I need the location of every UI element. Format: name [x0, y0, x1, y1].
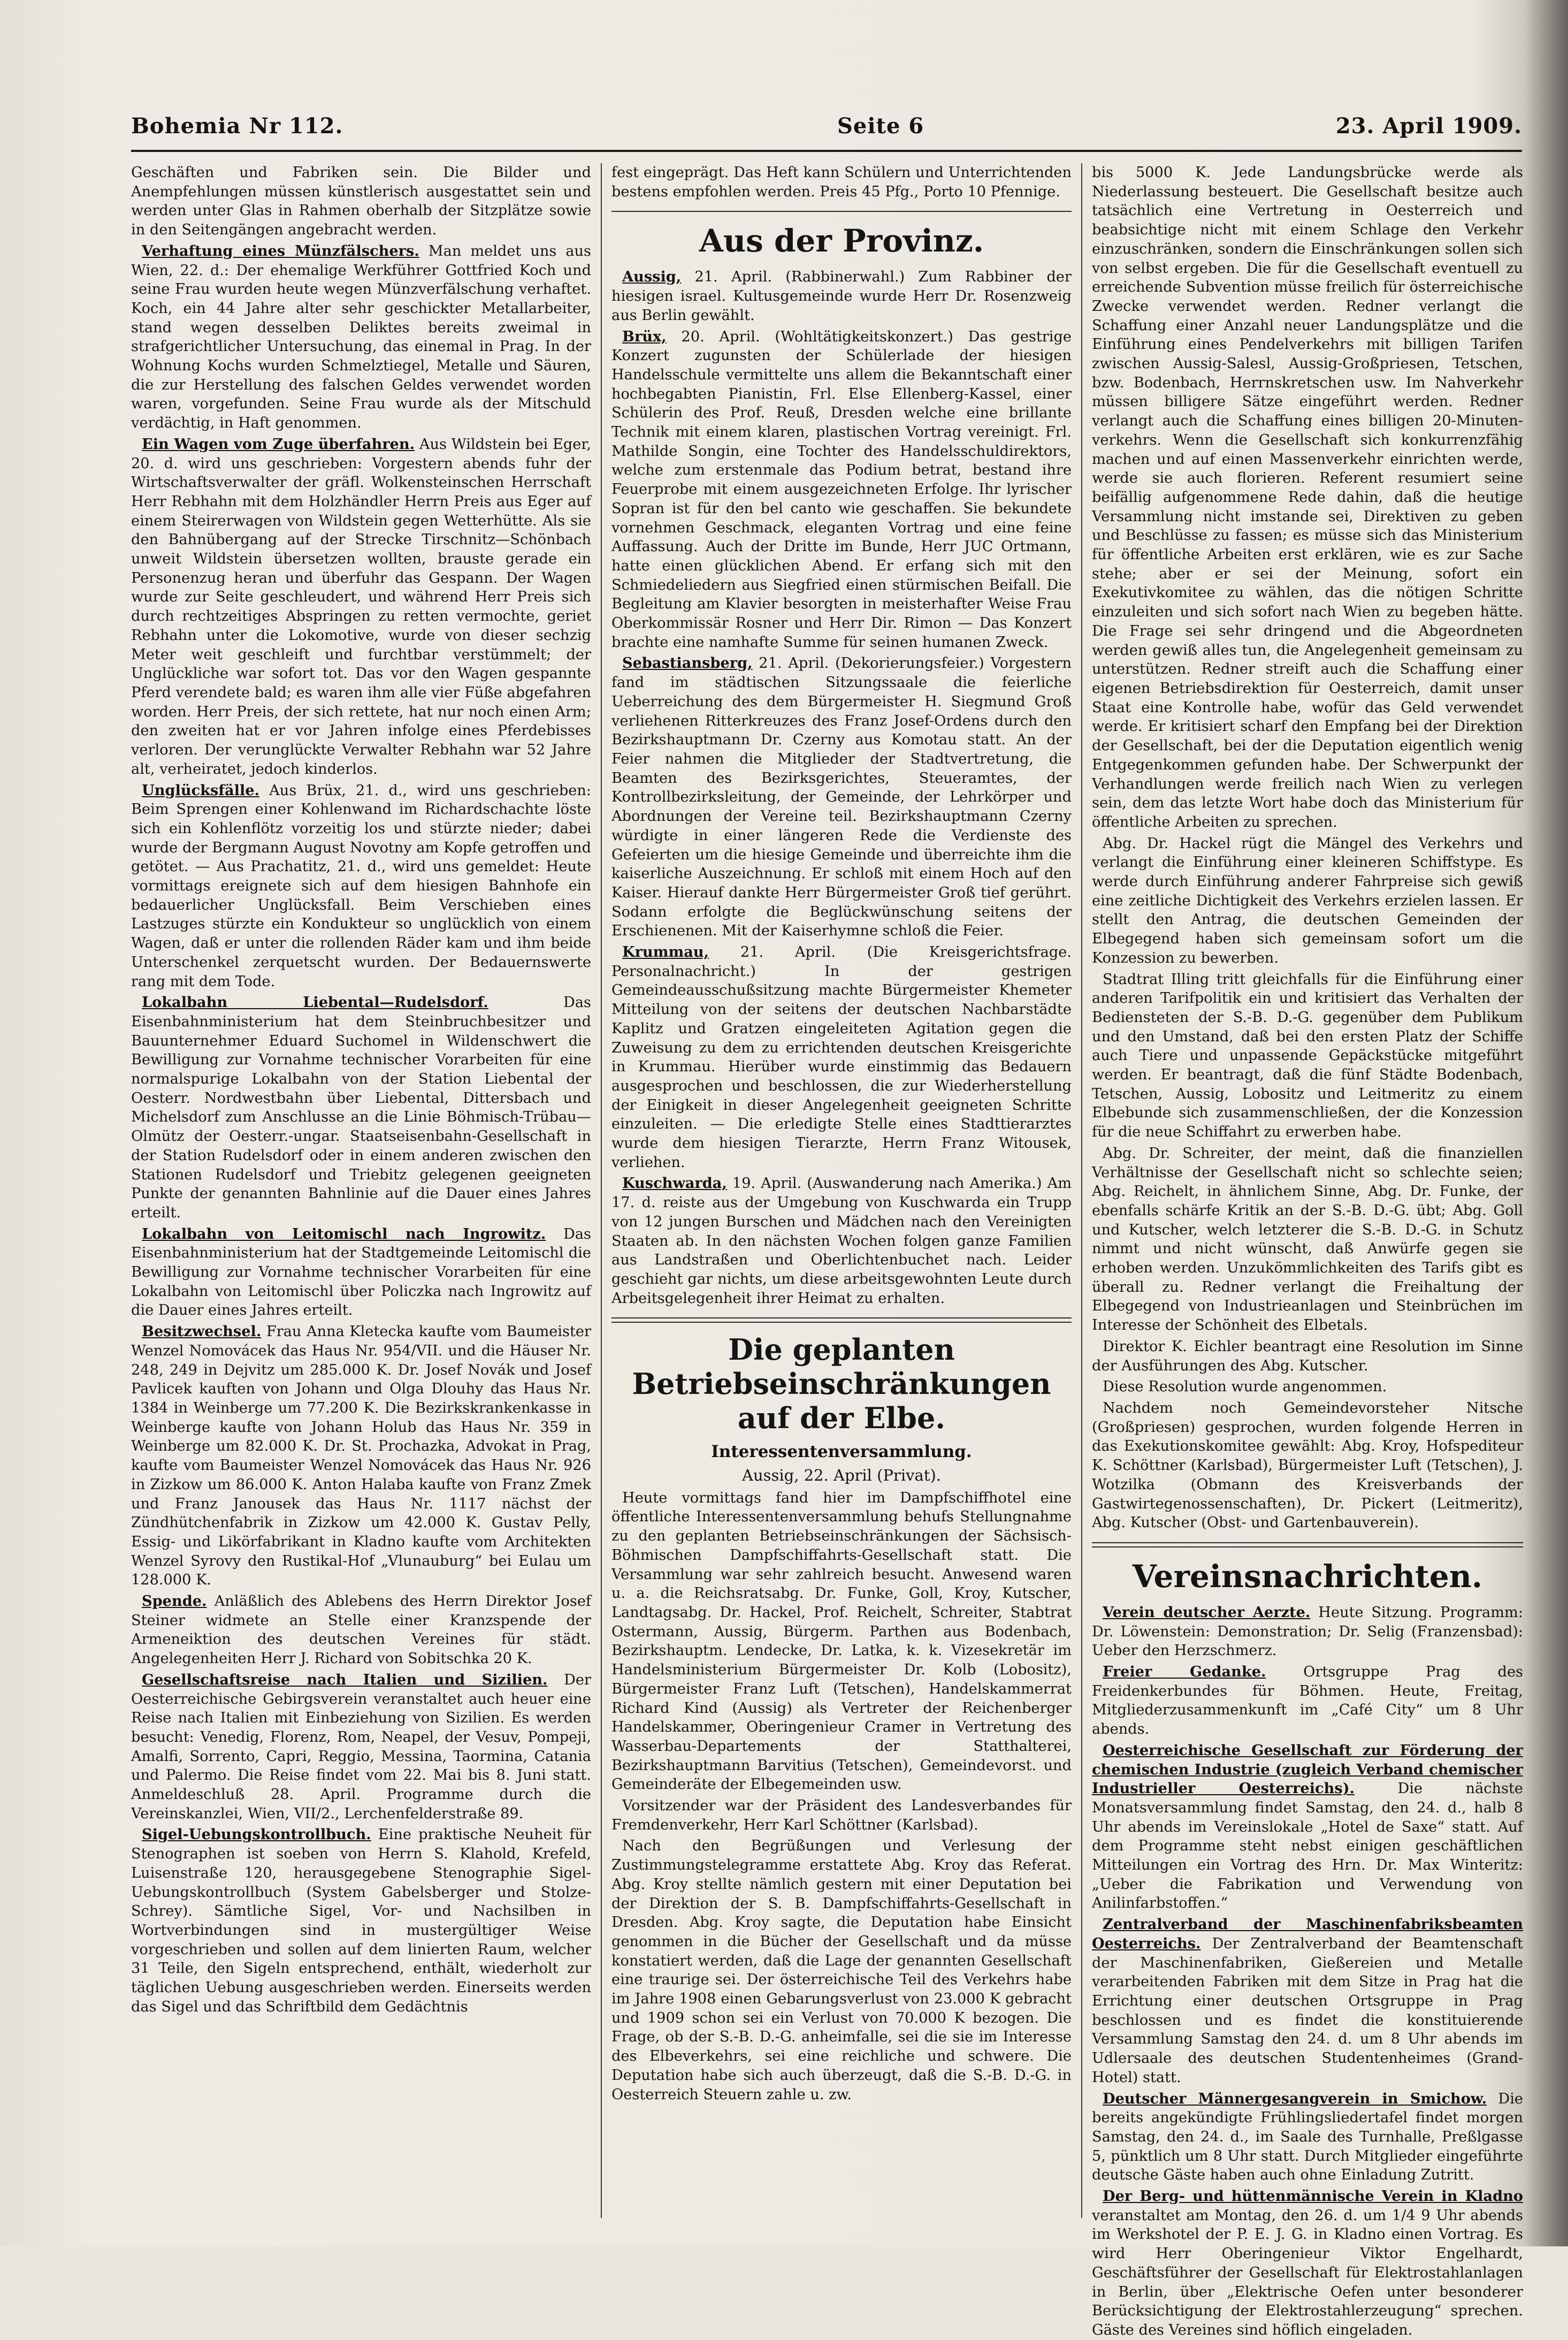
article-text: Anläßlich des Ablebens des Herrn Direktor Josef Steiner widmete an Stelle einer Kranzspende der Armeneiktion des deutschen Vereines für städt. Angelegenheiten Herr J. Richard von Sobitschka 20 K. — [131, 1593, 591, 1667]
article-text: Diese Resolution wurde angenommen. — [1103, 1378, 1387, 1396]
article-text: 19. April. (Auswanderung nach Amerika.) Am 17. d. reiste aus der Umgebung von Kuschwarda ein Trupp von 12 jungen Burschen und Mädchen nach den Vereinigten Staaten ab. In den nächsten Wochen folgen ganze Familien aus Landstraßen und Oberlichtenbuchet nach. Leider geschieht gar nichts, um diese arbeitsgewohnten Leute durch Arbeitsgelegenheit ihrer Heimat zu erhalten. — [611, 1175, 1072, 1307]
article-text: Die bereits angekündigte Frühlingsliedertafel findet morgen Samstag, den 24. d., im Saale des Turnhalle, Preßlgasse 5, pünktlich um 8 Uhr statt. Durch Mitglieder eingeführte deutsche Gäste haben auch ohne Einladung Zutritt. — [1092, 2090, 1523, 2184]
article-paragraph — [131, 1225, 591, 1321]
article-headline: Oesterreichische Gesellschaft zur Förderung der chemischen Industrie (zugleich Verband chemischer Industrieller Oesterreichs). — [1092, 1741, 1523, 1797]
article-headline: Gesellschaftsreise nach Italien und Sizilien. — [142, 1671, 548, 1688]
article-text: Die nächste Monatsversammlung findet Samstag, den 24. d., halb 8 Uhr abends im Vereinslokale „Hotel de Saxe“ statt. Auf dem Programme steht nebst einigen geschäftlichen Mitteilungen ein Vortrag des Hrn. Dr. Max Winteritz: „Ueber die Fabrikation und Verwendung von Anilinfarbstoffen.“ — [1092, 1780, 1523, 1912]
article-paragraph — [611, 1836, 1072, 2104]
header-rule — [131, 150, 1522, 152]
article-paragraph — [1092, 1377, 1523, 1397]
article-paragraph — [1092, 2090, 1523, 2185]
section-rule — [611, 211, 1072, 212]
article-text: 21. April. (Rabbinerwahl.) Zum Rabbiner der hiesigen israel. Kultusgemeinde wurde Herr Dr. Rosenzweig aus Berlin gewählt. — [611, 269, 1072, 324]
article-text: bis 5000 K. Jede Landungsbrücke werde als Niederlassung besteuert. Die Gesellschaft besitze auch tatsächlich eine Vertretung in Oesterreich und beabsichtige nicht mit einem Schlage den Verkehr einzuschränken, sondern die Einschränkungen sollen sich von selbst ergeben. Die für die Gesellschaft eventuell zu erreichende Subvention müsse freilich für österreichische Zwecke verwendet werden. Redner verlangt die Schaffung einer Anzahl neuer Landungsplätze und die Einführung eines Pendelverkehrs mit billigen Tarifen zwischen Aussig-Salesl, Aussig-Großpriesen, Tetschen, bzw. Bodenbach, Herrnskretschen usw. Im Nahverkehr müssen billigere Sätze eingeführt werden. Redner verlangt auch die Schaffung eines billigen 20-Minuten-verkehrs. Wenn die Gesellschaft sich konkurrenzfähig machen und auf einen Massenverkehr einrichten werde, werde sie auch florieren. Referent resumiert seine beifällig aufgenommene Rede dahin, daß die heutige Versammlung nicht imstande sei, Direktiven zu geben und Beschlüsse zu fassen; es müsse sich das Ministerium für öffentliche Arbeiten erst erklären, wie es zur Sache stehe; aber er sei der Meinung, sofort ein Exekutivkomitee zu wählen, das die nötigen Schritte einzuleiten und sich sofort nach Wien zu begeben hätte. Die Frage sei sehr dringend und die Abgeordneten werden gewiß alles tun, die Angelegenheit gemeinsam zu unterstützen. Redner streift auch die Schaffung einer eigenen Betriebsdirektion für Oesterreich, damit unser Staat eine Kontrolle habe, wofür das Geld verwendet werde. Er kritisiert scharf den Empfang bei der Direktion der Gesellschaft, bei der die Deputation eigentlich wenig Entgegenkommen gefunden habe. Der Schwerpunkt der Verhandlungen werde freilich nach Wien zu verlegen sein, dem das letzte Wort habe doch das Ministerium für öffentliche Arbeiten zu sprechen. — [1092, 164, 1523, 830]
article-paragraph — [611, 1489, 1072, 1794]
article-text: Stadtrat Illing tritt gleichfalls für die Einführung einer anderen Tarifpolitik ein und kritisiert das Verhalten der Bediensteten der S.-B. D.-G. gegenüber dem Publikum und den Umstand, daß bei den ersten Platz der Schiffe auch Tiere und unpassende Gepäckstücke mitgeführt werden. Er beantragt, daß die fünf Städte Bodenbach, Tetschen, Aussig, Lobositz und Leitmeritz zu einem Elbebunde sich zusammenschließen, der die Konzession für die neue Schiffahrt zu erwerben habe. — [1092, 971, 1523, 1141]
article-headline: Kuschwarda, — [622, 1175, 727, 1192]
article-headline: Brüx, — [622, 327, 667, 345]
article-paragraph — [1092, 1399, 1523, 1533]
article-paragraph — [611, 1174, 1072, 1308]
article-text: Das Eisenbahnministerium hat dem Steinbruchbesitzer und Bauunternehmer Eduard Suchomel in Wildenschwert die Bewilligung zur Vornahme technischer Vorarbeiten für eine normalspurige Lokalbahn von der Station Liebental der Oesterr. Nordwestbahn über Liebental, Dittersbach und Michelsdorf zum Anschlusse an die Linie Böhmisch-Trübau—Olmütz der Oesterr.-ungar. Staatseisenbahn-Gesellschaft in der Station Rudelsdorf oder in einem anderen zwischen den Stationen Rudelsdorf und Triebitz gelegenen geeigneten Punkte der genannten Bahnlinie auf die Dauer eines Jahres erteilt. — [131, 994, 591, 1221]
article-headline: Sebastiansberg, — [622, 654, 753, 672]
article-paragraph — [611, 943, 1072, 1172]
header-page-number: Seite 6 — [837, 113, 924, 139]
article-headline: Freier Gedanke. — [1103, 1663, 1266, 1681]
section-rule — [611, 1317, 1072, 1323]
article-paragraph — [611, 327, 1072, 652]
article-headline: Krummau, — [622, 943, 709, 961]
article-headline: Besitzwechsel. — [142, 1323, 262, 1340]
article-list — [1092, 1603, 1523, 2340]
article-paragraph — [1092, 1603, 1523, 1660]
article-text: veranstaltet am Montag, den 26. d. um 1/4 9 Uhr abends im Werkshotel der P. E. J. G. in Kladno einen Vortrag. Es wird Herr Oberingenieur Viktor Engelhardt, Geschäftsführer der Gesellschaft für Elektrostahlanlagen in Berlin, über „Elektrische Oefen unter besonderer Berücksichtigung der Elektrostahlerzeugung“ sprechen. Gäste des Vereines sind höflich eingeladen. — [1092, 2207, 1523, 2338]
column-3 — [1092, 163, 1523, 2338]
header-publication: Bohemia Nr 112. — [131, 113, 343, 139]
article-headline: Spende. — [142, 1592, 207, 1610]
article-text: Abg. Dr. Hackel rügt die Mängel des Verkehrs und verlangt die Einführung einer kleineren Schiffstype. Es werde durch Einführung anderer Fahrpreise sich gewiß eine zeitliche Dichtigkeit des Verkehrs erzielen lassen. Er stellt den Antrag, die deutschen Gemeinden der Elbegegend haben sich gemeinsam sofort um die Konzession zu bewerben. — [1092, 835, 1523, 966]
article-paragraph — [131, 993, 591, 1222]
column-rule — [601, 163, 602, 2218]
article-text: Direktor K. Eichler beantragt eine Resolution im Sinne der Ausführungen des Abg. Kutscher. — [1092, 1338, 1523, 1374]
article-list — [611, 1489, 1072, 2105]
article-text: Eine praktische Neuheit für Stenographen ist soeben von Herrn S. Klahold, Krefeld, Luisenstraße 120, herausgegebene Stenographie Sigel-Uebungskontrollbuch (System Gabelsberger und Stolze-Schrey). Sämtliche Sigel, Vor- und Nachsilben in Wortverbindungen sind in mustergültiger Weise vorgeschrieben und sollen auf dem linierten Raum, welcher 31 Teile, den Sigeln entsprechend, enthält, wiederholt zur täglichen Uebung ausgeschrieben werden. Einerseits werden das Sigel und das Schriftbild dem Gedächtnis — [131, 1826, 591, 2015]
section-title-elbe: Die geplanten Betriebseinschränkungen auf der Elbe. — [632, 1332, 1051, 1436]
article-headline: Ein Wagen vom Zuge überfahren. — [142, 435, 415, 453]
article-headline: Aussig, — [622, 268, 682, 286]
article-dateline: Aussig, 22. April (Privat). — [742, 1466, 941, 1485]
section-title-vereinsnachrichten: Vereinsnachrichten. — [1132, 1558, 1483, 1595]
article-text: Das Eisenbahnministerium hat der Stadtgemeinde Leitomischl die Bewilligung zur Vornahme technischer Vorarbeiten für eine Lokalbahn von Leitomischl über Policzka nach Ingrowitz auf die Dauer eines Jahres erteilt. — [131, 1225, 591, 1319]
article-paragraph — [1092, 1337, 1523, 1375]
article-headline: Deutscher Männergesangverein in Smichow. — [1103, 2090, 1487, 2107]
article-text: Ortsgruppe Prag des Freidenkerbundes für Böhmen. Heute, Freitag, Mitgliederzusammenkunft im „Café City“ um 8 Uhr abends. — [1092, 1664, 1523, 1738]
section-rule — [1092, 1542, 1523, 1548]
article-text: Frau Anna Kletecka kaufte vom Baumeister Wenzel Nomovácek das Haus Nr. 954/VII. und die Häuser Nr. 248, 249 in Dejvitz um 285.000 K. Dr. Josef Novák und Josef Pavlicek kauften von Johann und Olga Dlouhy das Haus Nr. 1384 in Weinberge um 77.200 K. Die Bezirkskrankenkasse in Weinberge kaufte von Johann Holub das Haus Nr. 359 in Weinberge um 82.000 K. Dr. St. Prochazka, Advokat in Prag, kaufte vom Baumeister Wenzel Nomovácek das Haus Nr. 926 in Zizkow um 86.000 K. Anton Halaba kaufte von Franz Zmek und Franz Janousek das Haus Nr. 1117 nächst der Zündhütchenfabrik in Zizkow um 42.000 K. Gustav Pelly, Essig- und Likörfabrikant in Kladno kaufte vom Architekten Wenzel Syrovy den Rustikal-Hof „Vlunauburg“ bei Eulau um 128.000 K. — [131, 1323, 591, 1589]
article-headline: Verhaftung eines Münzfälschers. — [142, 242, 419, 260]
article-list — [611, 268, 1072, 1308]
article-headline: Zentralverband der Maschinenfabriksbeamten Oesterreichs. — [1092, 1916, 1523, 1952]
column-1 — [131, 163, 591, 2218]
article-text: Nachdem noch Gemeindevorsteher Nitsche (Großpriesen) gesprochen, wurden folgende Herren in das Exekutionskomitee gewählt: Abg. Kroy, Hofspediteur K. Schöttner (Karlsbad), Bürgermeister Luft (Tetschen), J. Wotzilka (Obmann des Kreisverbands der Gastwirtegenossenschaften), Dr. Pickert (Leitmeritz), Abg. Kutscher (Obst- und Gartenbauverein). — [1092, 1400, 1523, 1531]
article-paragraph — [1092, 163, 1523, 832]
page-edge-shadow — [1525, 0, 1568, 2246]
article-text: Abg. Dr. Schreiter, der meint, daß die finanziellen Verhältnisse der Gesellschaft nicht so schlechte seien; Abg. Reichelt, in ähnlichem Sinne, Abg. Dr. Funke, der ebenfalls schärfe Kritik an der S.-B. D.-G. übt; Abg. Goll und Kutscher, welch letzterer die S.-B. D.-G. in Schutz nimmt und nicht wünscht, daß Anwürfe gegen sie erhoben werden. Unzukömmlichkeiten des Tarifs gibt es überall zu. Redner verlangt die Freihaltung der Elbegegend von Industrieanlagen und Steinbrüchen im Interesse der Schönheit des Elbetals. — [1092, 1145, 1523, 1334]
article-paragraph — [131, 163, 591, 240]
article-paragraph — [1092, 1741, 1523, 1913]
article-paragraph — [611, 1796, 1072, 1834]
article-text: Aus Wildstein bei Eger, 20. d. wird uns geschrieben: Vorgestern abends fuhr der Wirtschaftsverwalter der gräfl. Wolkensteinschen Herrschaft Herr Rebhahn mit dem Holzhändler Herrn Preis aus Eger auf einem Steirerwagen von Wildstein gegen Wetterhütte. Als sie den Bahnübergang auf der Strecke Tirschnitz—Schönbach unweit Wildstein übersetzen wollten, brauste gerade ein Personenzug heran und überfuhr das Gespann. Der Wagen wurde zur Seite geschleudert, und während Herr Preis sich durch rechtzeitiges Abspringen zu retten vermochte, geriet Rebhahn unter die Lokomotive, wurde von dieser sechzig Meter weit geschleift und furchtbar verstümmelt; der Unglückliche war sofort tot. Das vor den Wagen gespannte Pferd verendete bald; es waren ihm alle vier Füße abgefahren worden. Herr Preis, der sich rettete, hat nur noch einen Arm; den zweiten hat er vor Jahren infolge eines Pferdebisses verloren. Der verunglückte Verwalter Rebhahn war 52 Jahre alt, verheiratet, jedoch kinderlos. — [131, 436, 591, 778]
section-title-provinz: Aus der Provinz. — [699, 223, 984, 260]
article-list — [1092, 163, 1523, 1533]
article-headline: Der Berg- und hüttenmännische Verein in Kladno — [1103, 2187, 1523, 2205]
article-paragraph — [131, 1322, 591, 1590]
article-text: Heute vormittags fand hier im Dampfschiffhotel eine öffentliche Interessentenversammlung behufs Stellungnahme zu den geplanten Betriebseinschränkungen der Sächsisch-Böhmischen Dampfschiffahrts-Gesellschaft statt. Die Versammlung war sehr zahlreich besucht. Anwesend waren u. a. die Reichsratsabg. Dr. Funke, Goll, Kroy, Kutscher, Landtagsabg. Dr. Hackel, Prof. Reichelt, Schreiter, Stabtrat Ostermann, Aussig, Bürgerm. Parthen aus Bodenbach, Bezirkshauptm. Lendecke, Dr. Latka, k. k. Vizesekretär im Handelsministerium Bürgermeister Dr. Kolb (Lobositz), Bürgermeister Franz Luft (Tetschen), Handelskammerrat Richard Kind (Aussig) als Vertreter der Reichenberger Handelskammer, Oberingenieur Cramer in Vertretung des Wasserbau-Departements der Statthalterei, Bezirkshauptmann Barvitius (Tetschen), Gemeindevorst. und Gemeinderäte der Elbegemeinden usw. — [611, 1489, 1072, 1793]
article-paragraph — [1092, 2187, 1523, 2340]
column-rule — [1081, 163, 1082, 2218]
article-list — [131, 163, 591, 2017]
column-2 — [611, 163, 1072, 2218]
article-continuation: fest eingeprägt. Das Heft kann Schülern und Unterrichtenden bestens empfohlen werden. Preis 45 Pfg., Porto 10 Pfennige. — [611, 164, 1072, 200]
article-paragraph — [1092, 834, 1523, 968]
article-paragraph — [131, 242, 591, 433]
article-headline: Sigel-Uebungskontrollbuch. — [142, 1826, 371, 1843]
article-text: Geschäften und Fabriken sein. Die Bilder und Anempfehlungen müssen künstlerisch ausgestattet sein und werden unter Glas in Rahmen oberhalb der Sitzplätze sowie in den Seitengängen angebracht werden. — [131, 164, 591, 239]
article-paragraph — [611, 654, 1072, 941]
article-text: 21. April. (Die Kreisgerichtsfrage. Personalnachricht.) In der gestrigen Gemeindeausschußsitzung machte Bürgermeister Khemeter Mitteilung von der seitens der deutschen Nachbarstädte Kaplitz und Gratzen eingeleiteten Agitation gegen die Zuweisung zu dem zu errichtenden deutschen Kreisgerichte in Krummau. Hierüber wurde einstimmig das Bedauern ausgesprochen und beschlossen, die zur Wiederherstellung der Einigkeit in dieser Angelegenheit geeigneten Schritte einzuleiten. — Die erledigte Stelle eines Stadttierarztes wurde dem hiesigen Tierarzte, Herrn Franz Witousek, verliehen. — [611, 944, 1072, 1171]
article-paragraph — [1092, 1663, 1523, 1739]
article-text: 20. April. (Wohltätigkeitskonzert.) Das gestrige Konzert zugunsten der Schülerlade der hiesigen Handelsschule vermittelte uns allem die Bekanntschaft einer hochbegabten Pianistin, Frl. Else Ellenberg-Kassel, einer Schülerin des Prof. Reuß, Dresden welche eine brillante Technik mit einem klaren, plastischen Vortrag vereinigt. Frl. Mathilde Songin, eine Tochter des Handelsschuldirektors, welche zum erstenmale das Podium betrat, bestand ihre Feuerprobe mit einem ausgezeichneten Erfolge. Ihr lyrischer Sopran ist für den bel canto wie geschaffen. Sie bekundete vornehmen Geschmack, eleganten Vortrag und eine feine Auffassung. Auch der Dritte im Bunde, Herr JUC Ortmann, hatte einen glücklichen Abend. Er erfang sich mit den Schmiedeliedern aus Siegfried einen stürmischen Beifall. Die Begleitung am Klavier besorgten in meisterhafter Weise Frau Oberkommissär Rosner und Herr Dir. Rimon — Das Konzert brachte eine namhafte Summe für seinen humanen Zweck. — [611, 328, 1072, 651]
article-paragraph — [1092, 1144, 1523, 1335]
article-paragraph — [611, 268, 1072, 325]
page-header — [131, 113, 1522, 146]
article-paragraph — [131, 1671, 591, 1824]
article-headline: Unglücksfälle. — [142, 781, 260, 799]
article-paragraph — [1092, 1915, 1523, 2087]
article-paragraph — [131, 1592, 591, 1668]
article-text: Der Zentralverband der Beamtenschaft der Maschinenfabriken, Gießereien und Metalle verarbeitenden Fabriken mit dem Sitze in Prag hat die Errichtung einer deutschen Ortsgruppe in Prag beschlossen und es findet die konstituierende Versammlung Samstag den 24. d. um 8 Uhr abends im Udlersaale des deutschen Studentenheimes (Grand-Hotel) statt. — [1092, 1935, 1523, 2086]
article-headline: Lokalbahn von Leitomischl nach Ingrowitz. — [142, 1225, 546, 1243]
article-paragraph — [131, 1825, 591, 2016]
article-paragraph — [131, 781, 591, 992]
article-text: Heute Sitzung. Programm: Dr. Löwenstein: Demonstration; Dr. Selig (Franzensbad): Ueber den Herzschmerz. — [1092, 1604, 1523, 1659]
article-headline: Verein deutscher Aerzte. — [1103, 1603, 1311, 1621]
article-text: Nach den Begrüßungen und Verlesung der Zustimmungstelegramme erstattete Abg. Kroy das Referat. Abg. Kroy stellte nämlich gestern mit einer Deputation bei der Direktion der S. B. Dampfschiffahrts-Gesellschaft in Dresden. Abg. Kroy sagte, die Deputation habe Einsicht genommen in die Bücher der Gesellschaft und da müsse konstatiert werden, daß die Lage der genannten Gesellschaft eine traurige sei. Der österreichische Teil des Verkehrs habe im Jahre 1908 einen Gebarungsverlust von 23.000 K gebracht und 1909 schon sei ein Verlust von 70.000 K bezogen. Die Frage, ob der S.-B. D.-G. anheimfalle, sei die sie im Interesse des Elbeverkehrs, sei eine reichliche und schwere. Die Deputation habe sich auch überzeugt, daß die S.-B. D.-G. in Oesterreich Steuern zahle u. zw. — [611, 1838, 1072, 2103]
article-paragraph — [131, 435, 591, 779]
article-text: 21. April. (Dekorierungsfeier.) Vorgestern fand im städtischen Sitzungssaale die feierliche Ueberreichung des dem Bürgermeister H. Siegmund Groß verliehenen Ritterkreuzes des Franz Josef-Ordens durch den Bezirkshauptmann Dr. Czerny aus Komotau statt. An der Feier nahmen die Mitglieder der Stadtvertretung, die Beamten des Bezirksgerichtes, Steueramtes, der Kontrollbezirksleitung, der Gemeinde, der Lehrkörper und Abordnungen der Vereine teil. Bezirkshauptmann Czerny würdigte in einer längeren Rede die Verdienste des Gefeierten um die hiesige Gemeinde und überreichte ihm die kaiserliche Auszeichnung. Er schloß mit einem Hoch auf den Kaiser. Hierauf dankte Herr Bürgermeister Groß tief gerührt. Sodann erfolgte die Beglückwünschung seitens der Erschienenen. Mit der Kaiserhymne schloß die Feier. — [611, 655, 1072, 940]
header-date: 23. April 1909. — [1335, 113, 1522, 139]
article-headline: Lokalbahn Liebental—Rudelsdorf. — [142, 994, 488, 1011]
article-text: Man meldet uns aus Wien, 22. d.: Der ehemalige Werkführer Gottfried Koch und seine Frau wurden heute wegen Münzverfälschung verhaftet. Koch, ein 44 Jahre alter sehr geschickter Metallarbeiter, stand wegen desselben Deliktes bereits zweimal in strafgerichtlicher Untersuchung, das einemal in Prag. In der Wohnung Kochs wurden Schmelztiegel, Metalle und Säuren, die zur Herstellung des falschen Geldes verwendet worden waren, vorgefunden. Seine Frau wurde als der Mitschuld verdächtig, in Haft genommen. — [131, 242, 591, 432]
article-text: Vorsitzender war der Präsident des Landesverbandes für Fremdenverkehr, Herr Karl Schöttner (Karlsbad). — [611, 1797, 1072, 1833]
article-paragraph — [1092, 970, 1523, 1142]
article-text: Der Oesterreichische Gebirgsverein veranstaltet auch heuer eine Reise nach Italien mit Einbeziehung von Sizilien. Es werden besucht: Venedig, Florenz, Rom, Neapel, der Vesuv, Pompeji, Amalfi, Sorrento, Capri, Reggio, Messina, Taormina, Catania und Palermo. Die Reise findet vom 22. Mai bis 8. Juni statt. Anmeldeschluß 28. April. Programme durch die Vereinskanzlei, Wien, VII/2., Lerchenfelderstraße 89. — [131, 1671, 591, 1822]
article-text: Aus Brüx, 21. d., wird uns geschrieben: Beim Sprengen einer Kohlenwand im Richardschachte löste sich ein Kohlenflötz vorzeitig los und stürzte nieder; dabei wurde der Bergmann August Novotny am Kopfe getroffen und getötet. — Aus Prachatitz, 21. d., wird uns gemeldet: Heute vormittags ereignete sich auf dem hiesigen Bahnhofe ein bedauerlicher Unglücksfall. Beim Verschieben eines Lastzuges stürzte ein Kondukteur so unglücklich von einem Wagen, daß er unter die rollenden Räder kam und ihm beide Unterschenkel zerquetscht wurden. Der Bedauernswerte rang mit dem Tode. — [131, 782, 591, 990]
article-subheading: Interessentenversammlung. — [711, 1442, 972, 1462]
